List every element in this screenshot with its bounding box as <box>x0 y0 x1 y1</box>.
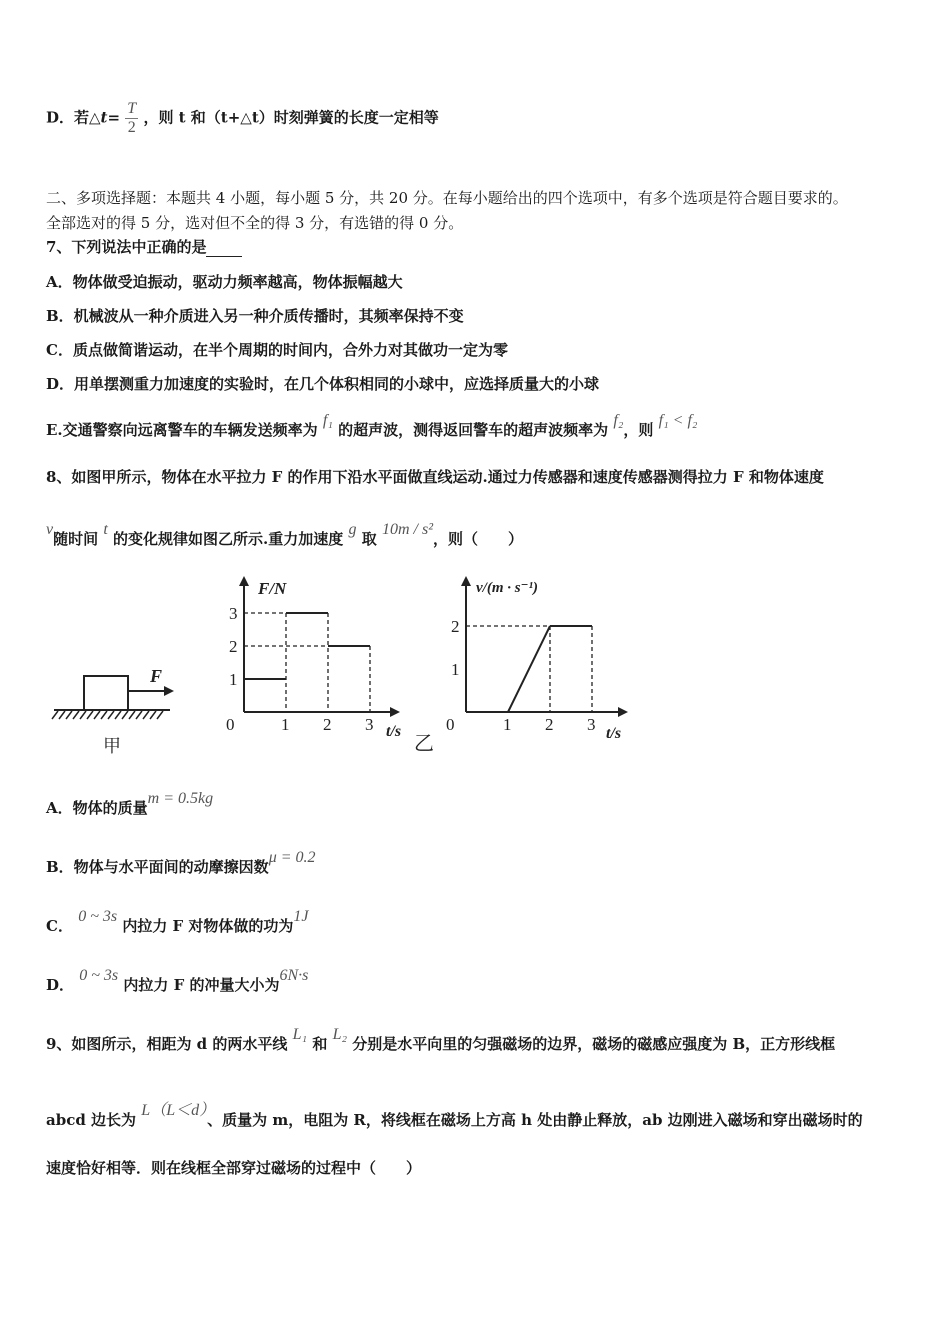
q8-figure <box>0 570 950 770</box>
q8-d-label: D． <box>46 976 75 994</box>
hatch-mark <box>143 711 149 719</box>
hatch-mark <box>150 711 156 719</box>
jia-label: 甲 <box>103 736 121 757</box>
q9-l2: L₂ <box>332 1026 348 1043</box>
q8-stem-part3: 的变化规律如图乙所示.重力加速度 <box>113 530 344 548</box>
q8-c-text: 内拉力 F 对物体做的功为 <box>122 917 294 935</box>
q8-option-d <box>46 967 309 995</box>
figure-jia <box>52 666 174 757</box>
f-x-tick-label: 1 <box>281 715 290 734</box>
frac-num: T <box>127 100 137 117</box>
q6-d-prefix: D．若△ <box>46 108 101 127</box>
ground-hatch <box>52 711 163 719</box>
hatch-mark <box>87 711 93 719</box>
q8-c-range: 0 ~ 3s <box>78 908 118 925</box>
q8-c-math: 1J <box>293 908 309 925</box>
q7-stem <box>46 236 242 257</box>
v-origin: 0 <box>446 715 455 734</box>
q8-a-math: m = 0.5kg <box>147 790 214 807</box>
q7-e-part2: 的超声波，测得返回警车的超声波频率为 <box>338 421 609 439</box>
q6-d-t: t <box>100 108 108 127</box>
q8-v-symbol: v <box>46 521 54 538</box>
hatch-mark <box>80 711 86 719</box>
q9-part1: 9、如图所示，相距为 d 的两水平线 <box>46 1035 288 1053</box>
q6-option-d <box>46 100 439 137</box>
block <box>84 676 128 710</box>
force-arrow-head <box>164 686 174 696</box>
q8-stem-1 <box>46 466 824 487</box>
q9-and: 和 <box>312 1035 328 1053</box>
hatch-mark <box>59 711 65 719</box>
section2-heading-2: 全部选对的得 5 分，选对但不全的得 3 分，有选错的得 0 分。 <box>46 214 464 232</box>
q8-g-symbol: g <box>348 521 357 538</box>
v-series-segment <box>508 626 550 712</box>
q8-d-text: 内拉力 F 的冲量大小为 <box>123 976 280 994</box>
f-y-tick-label: 3 <box>229 604 238 623</box>
v-y-tick-label: 2 <box>451 617 460 636</box>
v-x-tick-label: 3 <box>587 715 596 734</box>
f-x-label: t/s <box>386 723 402 740</box>
v-x-arrow <box>618 707 628 717</box>
force-label: F <box>150 666 163 686</box>
q7-option-a: A．物体做受迫振动，驱动力频率越高，物体振幅越大 <box>46 273 403 291</box>
q8-stem-part4: 取 <box>361 530 377 548</box>
force-graph <box>226 576 401 740</box>
q7-e-part1: E.交通警察向远离警车的车辆发送频率为 <box>46 421 318 439</box>
q9-part2: 分别是水平向里的匀强磁场的边界，磁场的磁感应强度为 B，正方形线框 <box>352 1035 836 1053</box>
f-x-arrow <box>390 707 400 717</box>
f-origin: 0 <box>226 715 235 734</box>
q9-line2-part2: 、质量为 m，电阻为 R，将线框在磁场上方高 h 处由静止释放，ab 边刚进入磁场和穿出磁场时的 <box>207 1111 863 1129</box>
hatch-mark <box>101 711 107 719</box>
q9-line-1 <box>46 1026 836 1054</box>
f-y-label: F/N <box>258 579 287 598</box>
v-y-tick-label: 1 <box>451 660 460 679</box>
q7-e-f2: f₂ <box>613 412 624 429</box>
v-x-tick-label: 1 <box>503 715 512 734</box>
f-y-tick-label: 1 <box>229 670 238 689</box>
answer-blank <box>206 242 242 257</box>
q8-t-symbol: t <box>103 521 108 538</box>
q7-e-ineq: f₁ < f₂ <box>658 412 698 429</box>
v-x-tick-label: 2 <box>545 715 554 734</box>
q8-option-a <box>46 790 214 818</box>
q8-option-b <box>46 849 316 877</box>
q9-line-2 <box>46 1102 863 1130</box>
q8-stem-part2: 随时间 <box>53 530 99 548</box>
hatch-mark <box>157 711 163 719</box>
yi-label: 乙 <box>414 731 434 755</box>
q7-option-e <box>46 412 698 440</box>
v-y-arrow <box>461 576 471 586</box>
q9-l1: L₁ <box>292 1026 308 1043</box>
q8-option-c <box>46 908 309 936</box>
q7-e-f1: f₁ <box>322 412 333 429</box>
f-y-arrow <box>239 576 249 586</box>
q9-l-math: L（L＜d） <box>141 1102 208 1119</box>
f-x-tick-label: 2 <box>323 715 332 734</box>
q6-d-eq: = <box>107 108 121 127</box>
hatch-mark <box>66 711 72 719</box>
q9-line2-part1: abcd 边长为 <box>46 1111 137 1129</box>
hatch-mark <box>129 711 135 719</box>
q7-option-d: D．用单摆测重力加速度的实验时，在几个体积相同的小球中，应选择质量大的小球 <box>46 375 600 393</box>
velocity-graph <box>446 576 628 742</box>
q8-a-text: A．物体的质量 <box>46 799 148 817</box>
frac-den: 2 <box>127 119 136 136</box>
hatch-mark <box>52 711 58 719</box>
q8-b-math: μ = 0.2 <box>268 849 316 866</box>
q8-c-label: C． <box>46 917 73 935</box>
q8-d-range: 0 ~ 3s <box>79 967 119 984</box>
q8-stem-part5: ，则（ ） <box>433 530 524 548</box>
q9-line-3: 速度恰好相等．则在线框全部穿过磁场的过程中（ ） <box>46 1159 422 1177</box>
v-y-label: v/(m · s⁻¹) <box>476 580 538 596</box>
q8-g-value: 10m / s² <box>382 521 434 538</box>
q8-stem-line1: 8、如图甲所示，物体在水平拉力 F 的作用下沿水平面做直线运动.通过力传感器和速度传感器测得拉力 F 和物体速度 <box>46 468 824 486</box>
q6-d-fraction <box>125 100 138 137</box>
q8-b-text: B．物体与水平面间的动摩擦因数 <box>46 858 269 876</box>
hatch-mark <box>136 711 142 719</box>
hatch-mark <box>108 711 114 719</box>
q8-stem-2 <box>46 521 524 549</box>
q7-e-part3: ，则 <box>623 421 654 439</box>
v-x-label: t/s <box>606 725 622 742</box>
q7-option-b: B．机械波从一种介质进入另一种介质传播时，其频率保持不变 <box>46 307 464 325</box>
section2-heading-1: 二、多项选择题：本题共 4 小题，每小题 5 分，共 20 分。在每小题给出的四个选项中，有多个选项是符合题目要求的。 <box>46 189 848 207</box>
q6-d-suffix: ，则 t 和（t+△t）时刻弹簧的长度一定相等 <box>143 108 439 127</box>
f-y-tick-label: 2 <box>229 637 238 656</box>
q7-option-c: C．质点做简谐运动，在半个周期的时间内，合外力对其做功一定为零 <box>46 341 508 359</box>
hatch-mark <box>122 711 128 719</box>
hatch-mark <box>94 711 100 719</box>
hatch-mark <box>73 711 79 719</box>
hatch-mark <box>115 711 121 719</box>
q7-stem-text: 7、下列说法中正确的是 <box>46 238 207 256</box>
q8-d-math: 6N·s <box>279 967 309 984</box>
f-x-tick-label: 3 <box>365 715 374 734</box>
